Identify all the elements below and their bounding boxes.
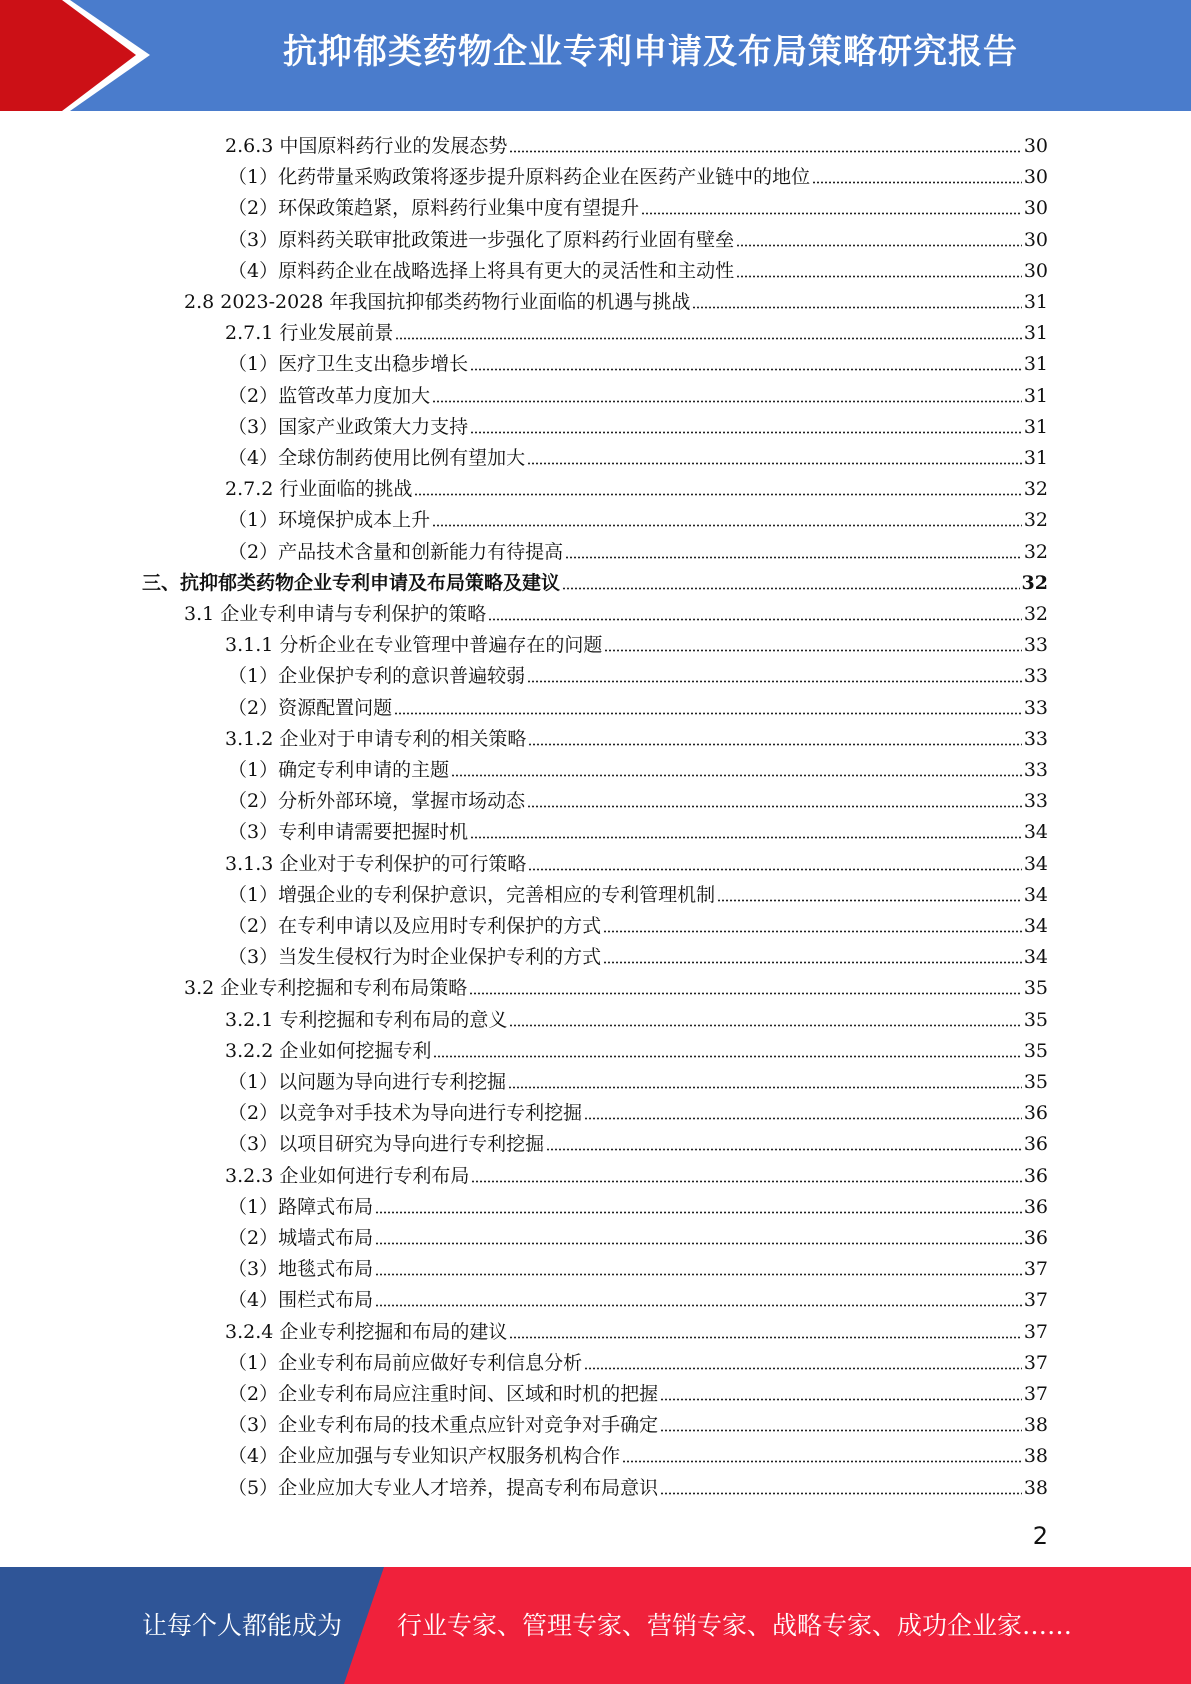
toc-entry-title: （3）当发生侵权行为时企业保护专利的方式 bbox=[228, 946, 602, 969]
toc-leader-dots bbox=[394, 712, 1022, 715]
toc-entry[interactable] bbox=[225, 845, 1048, 876]
toc-entry-page: 37 bbox=[1023, 1320, 1048, 1343]
toc-entry-page: 31 bbox=[1023, 291, 1048, 313]
toc-entry-page: 34 bbox=[1023, 821, 1048, 844]
toc-leader-dots bbox=[432, 400, 1022, 403]
toc-leader-dots bbox=[584, 1367, 1022, 1370]
toc-entry-page: 34 bbox=[1023, 883, 1048, 906]
toc-entry[interactable] bbox=[228, 408, 1048, 439]
toc-entry-title: （1）企业专利布局前应做好专利信息分析 bbox=[228, 1351, 583, 1374]
toc-entry-page: 30 bbox=[1023, 259, 1048, 282]
toc-entry[interactable] bbox=[228, 345, 1048, 376]
toc-leader-dots bbox=[812, 181, 1022, 184]
toc-entry-title: （2）以竞争对手技术为导向进行专利挖掘 bbox=[228, 1102, 583, 1125]
toc-entry[interactable] bbox=[225, 127, 1048, 158]
toc-entry-page: 31 bbox=[1023, 353, 1048, 376]
toc-leader-dots bbox=[469, 992, 1022, 995]
toc-leader-dots bbox=[527, 462, 1022, 465]
toc-entry-title: 3.2.1 专利挖掘和专利布局的意义 bbox=[225, 1008, 508, 1031]
toc-entry-title: （2）环保政策趋紧，原料药行业集中度有望提升 bbox=[228, 197, 640, 220]
toc-leader-dots bbox=[660, 1398, 1022, 1401]
toc-entry-title: （4）全球仿制药使用比例有望加大 bbox=[228, 447, 526, 469]
toc-entry-page: 35 bbox=[1023, 1071, 1048, 1093]
toc-entry[interactable] bbox=[228, 751, 1048, 782]
toc-entry[interactable] bbox=[142, 564, 1048, 595]
toc-entry-title: （2）分析外部环境，掌握市场动态 bbox=[228, 790, 526, 813]
toc-entry-page: 32 bbox=[1023, 478, 1048, 501]
toc-entry-page: 32 bbox=[1021, 571, 1048, 594]
toc-entry-title: 三、抗抑郁类药物企业专利申请及布局策略及建议 bbox=[142, 571, 561, 594]
toc-entry-title: （2）资源配置问题 bbox=[228, 696, 393, 719]
toc-entry[interactable] bbox=[228, 189, 1048, 220]
toc-entry[interactable] bbox=[225, 1001, 1048, 1032]
toc-entry-title: 3.2.2 企业如何挖掘专利 bbox=[225, 1039, 432, 1062]
toc-leader-dots bbox=[470, 368, 1022, 371]
toc-entry[interactable] bbox=[228, 1125, 1048, 1156]
toc-leader-dots bbox=[470, 836, 1022, 839]
toc-entry-page: 38 bbox=[1023, 1414, 1048, 1437]
toc-leader-dots bbox=[692, 306, 1021, 309]
toc-leader-dots bbox=[432, 524, 1022, 527]
toc-entry[interactable] bbox=[225, 1313, 1048, 1344]
toc-entry[interactable] bbox=[225, 470, 1048, 501]
toc-entry[interactable] bbox=[228, 252, 1048, 283]
toc-leader-dots bbox=[375, 1211, 1022, 1214]
toc-entry[interactable] bbox=[228, 1094, 1048, 1125]
toc-entry-page: 33 bbox=[1023, 696, 1048, 719]
toc-entry[interactable] bbox=[228, 501, 1048, 532]
toc-entry-title: （1）企业保护专利的意识普遍较弱 bbox=[228, 665, 526, 688]
toc-entry-page: 33 bbox=[1023, 634, 1048, 657]
page-footer bbox=[0, 1567, 1191, 1684]
toc-leader-dots bbox=[395, 337, 1021, 340]
toc-entry-page: 34 bbox=[1023, 852, 1048, 875]
toc-entry-title: （1）增强企业的专利保护意识，完善相应的专利管理机制 bbox=[228, 883, 716, 906]
toc-entry-title: （1）路障式布局 bbox=[228, 1195, 374, 1218]
toc-entry-title: （3）专利申请需要把握时机 bbox=[228, 821, 469, 844]
toc-entry-page: 36 bbox=[1023, 1164, 1048, 1187]
toc-entry-page: 31 bbox=[1023, 415, 1048, 438]
toc-entry[interactable] bbox=[228, 1344, 1048, 1375]
toc-entry-title: （1）医疗卫生支出稳步增长 bbox=[228, 353, 469, 376]
toc-entry-page: 35 bbox=[1023, 1039, 1048, 1062]
toc-entry-page: 32 bbox=[1023, 509, 1048, 532]
toc-leader-dots bbox=[584, 1117, 1022, 1120]
toc-leader-dots bbox=[660, 1429, 1022, 1432]
toc-entry-title: （2）产品技术含量和创新能力有待提高 bbox=[228, 540, 564, 563]
toc-entry-page: 33 bbox=[1023, 790, 1048, 813]
toc-entry-title: 3.1 企业专利申请与专利保护的策略 bbox=[184, 603, 487, 625]
footer-slogan-left: 让每个人都能成为 bbox=[142, 1611, 343, 1640]
toc-leader-dots bbox=[488, 618, 1022, 621]
toc-entry[interactable] bbox=[228, 1250, 1048, 1281]
toc-entry[interactable] bbox=[228, 689, 1048, 720]
toc-entry[interactable] bbox=[228, 657, 1048, 688]
toc-entry-page: 36 bbox=[1023, 1133, 1048, 1156]
toc-leader-dots bbox=[528, 743, 1021, 746]
toc-entry-title: （1）以问题为导向进行专利挖掘 bbox=[228, 1071, 507, 1093]
toc-entry[interactable] bbox=[228, 1375, 1048, 1406]
toc-entry[interactable] bbox=[225, 1032, 1048, 1063]
toc-entry-title: 3.2.3 企业如何进行专利布局 bbox=[225, 1164, 470, 1187]
toc-entry-page: 34 bbox=[1023, 946, 1048, 969]
toc-entry-page: 33 bbox=[1023, 727, 1048, 750]
toc-entry-page: 36 bbox=[1023, 1227, 1048, 1249]
toc-entry-page: 31 bbox=[1023, 447, 1048, 469]
toc-entry-title: （2）城墙式布局 bbox=[228, 1227, 374, 1249]
toc-entry-page: 32 bbox=[1023, 603, 1048, 625]
toc-entry[interactable] bbox=[225, 626, 1048, 657]
toc-entry-page: 30 bbox=[1023, 166, 1048, 189]
page-number: 2 bbox=[1032, 1522, 1048, 1550]
header-arrow-decoration bbox=[0, 0, 150, 111]
toc-entry-page: 37 bbox=[1023, 1289, 1048, 1312]
toc-entry-title: 3.2.4 企业专利挖掘和布局的建议 bbox=[225, 1320, 508, 1343]
toc-entry-page: 33 bbox=[1023, 759, 1048, 781]
toc-leader-dots bbox=[603, 930, 1022, 933]
toc-entry-title: （1）确定专利申请的主题 bbox=[228, 759, 450, 781]
toc-entry[interactable] bbox=[184, 283, 1048, 314]
toc-entry-page: 38 bbox=[1023, 1476, 1048, 1499]
toc-entry-title: （3）原料药关联审批政策进一步强化了原料药行业固有壁垒 bbox=[228, 228, 735, 251]
toc-leader-dots bbox=[565, 556, 1022, 559]
toc-entry-title: 2.7.2 行业面临的挑战 bbox=[225, 478, 413, 501]
toc-entry-page: 33 bbox=[1023, 665, 1048, 688]
toc-leader-dots bbox=[736, 275, 1022, 278]
toc-entry-title: 2.7.1 行业发展前景 bbox=[225, 322, 394, 345]
toc-entry-title: 3.1.2 企业对于申请专利的相关策略 bbox=[225, 727, 527, 750]
toc-entry-title: （2）在专利申请以及应用时专利保护的方式 bbox=[228, 915, 602, 937]
toc-leader-dots bbox=[604, 649, 1021, 652]
toc-entry[interactable] bbox=[225, 1157, 1048, 1188]
toc-entry-page: 37 bbox=[1023, 1383, 1048, 1405]
toc-entry-title: 3.2 企业专利挖掘和专利布局策略 bbox=[184, 977, 468, 1000]
toc-entry-title: （2）监管改革力度加大 bbox=[228, 384, 431, 407]
toc-entry-title: （1）环境保护成本上升 bbox=[228, 509, 431, 532]
toc-entry-title: （3）企业专利布局的技术重点应针对竞争对手确定 bbox=[228, 1414, 659, 1437]
toc-leader-dots bbox=[527, 680, 1022, 683]
toc-entry[interactable] bbox=[184, 969, 1048, 1000]
toc-leader-dots bbox=[375, 1242, 1022, 1245]
toc-entry-title: 3.1.1 分析企业在专业管理中普遍存在的问题 bbox=[225, 634, 603, 657]
toc-entry[interactable] bbox=[228, 533, 1048, 564]
toc-entry-title: （4）原料药企业在战略选择上将具有更大的灵活性和主动性 bbox=[228, 259, 735, 282]
toc-entry-page: 30 bbox=[1023, 197, 1048, 220]
toc-leader-dots bbox=[717, 899, 1022, 902]
toc-entry-page: 38 bbox=[1023, 1445, 1048, 1468]
toc-leader-dots bbox=[546, 1148, 1022, 1151]
toc-entry[interactable] bbox=[228, 1188, 1048, 1219]
toc-entry-title: （1）化药带量采购政策将逐步提升原料药企业在医药产业链中的地位 bbox=[228, 166, 811, 189]
toc-entry[interactable] bbox=[228, 938, 1048, 969]
toc-leader-dots bbox=[641, 212, 1022, 215]
toc-entry-title: 2.8 2023-2028 年我国抗抑郁类药物行业面临的机遇与挑战 bbox=[184, 291, 691, 313]
toc-leader-dots bbox=[508, 1086, 1022, 1089]
toc-leader-dots bbox=[414, 493, 1021, 496]
toc-entry-title: （3）以项目研究为导向进行专利挖掘 bbox=[228, 1133, 545, 1156]
toc-leader-dots bbox=[509, 1024, 1021, 1027]
toc-entry[interactable] bbox=[228, 439, 1048, 470]
toc-entry[interactable] bbox=[228, 1469, 1048, 1500]
toc-entry[interactable] bbox=[184, 595, 1048, 626]
toc-leader-dots bbox=[528, 868, 1021, 871]
toc-leader-dots bbox=[736, 244, 1022, 247]
toc-entry-page: 37 bbox=[1023, 1351, 1048, 1374]
toc-entry-title: （4）企业应加强与专业知识产权服务机构合作 bbox=[228, 1445, 621, 1468]
toc-entry-page: 35 bbox=[1023, 977, 1048, 1000]
toc-leader-dots bbox=[562, 587, 1020, 590]
toc-entry-page: 31 bbox=[1023, 322, 1048, 345]
toc-entry-title: （4）围栏式布局 bbox=[228, 1289, 374, 1312]
toc-entry-page: 31 bbox=[1023, 384, 1048, 407]
toc-entry[interactable] bbox=[228, 1063, 1048, 1094]
toc-entry[interactable] bbox=[228, 1437, 1048, 1468]
toc-entry[interactable] bbox=[228, 813, 1048, 844]
toc-entry[interactable] bbox=[228, 1406, 1048, 1437]
toc-leader-dots bbox=[471, 1180, 1021, 1183]
toc-entry[interactable] bbox=[228, 221, 1048, 252]
toc-entry-page: 30 bbox=[1023, 135, 1048, 157]
toc-entry-title: （3）地毯式布局 bbox=[228, 1258, 374, 1281]
toc-entry-page: 35 bbox=[1023, 1008, 1048, 1031]
toc-entry[interactable] bbox=[228, 876, 1048, 907]
toc-leader-dots bbox=[622, 1460, 1022, 1463]
page-header bbox=[0, 0, 1191, 111]
toc-entry[interactable] bbox=[228, 158, 1048, 189]
toc-leader-dots bbox=[660, 1492, 1022, 1495]
toc-entry[interactable] bbox=[228, 1219, 1048, 1250]
toc-entry-title: （2）企业专利布局应注重时间、区域和时机的把握 bbox=[228, 1383, 659, 1405]
toc-entry-page: 30 bbox=[1023, 228, 1048, 251]
toc-leader-dots bbox=[451, 774, 1022, 777]
toc-entry[interactable] bbox=[228, 907, 1048, 938]
toc-entry[interactable] bbox=[228, 782, 1048, 813]
toc-entry-page: 34 bbox=[1023, 915, 1048, 937]
toc-entry-page: 36 bbox=[1023, 1195, 1048, 1218]
toc-entry-page: 37 bbox=[1023, 1258, 1048, 1281]
toc-leader-dots bbox=[509, 1336, 1021, 1339]
toc-entry-title: （5）企业应加大专业人才培养，提高专利布局意识 bbox=[228, 1476, 659, 1499]
toc-entry-title: 3.1.3 企业对于专利保护的可行策略 bbox=[225, 852, 527, 875]
toc-leader-dots bbox=[375, 1273, 1022, 1276]
toc-entry-title: （3）国家产业政策大力支持 bbox=[228, 415, 469, 438]
toc-leader-dots bbox=[603, 961, 1022, 964]
toc-leader-dots bbox=[470, 431, 1022, 434]
toc-leader-dots bbox=[509, 150, 1021, 153]
toc-leader-dots bbox=[433, 1055, 1021, 1058]
toc-entry[interactable] bbox=[228, 1281, 1048, 1312]
toc-leader-dots bbox=[527, 805, 1022, 808]
toc-entry[interactable] bbox=[228, 377, 1048, 408]
toc-entry-page: 32 bbox=[1023, 540, 1048, 563]
report-title: 抗抑郁类药物企业专利申请及布局策略研究报告 bbox=[283, 32, 1018, 72]
toc-leader-dots bbox=[375, 1304, 1022, 1307]
toc-entry[interactable] bbox=[225, 720, 1048, 751]
toc-entry-title: 2.6.3 中国原料药行业的发展态势 bbox=[225, 135, 508, 157]
toc-entry[interactable] bbox=[225, 314, 1048, 345]
footer-slogan-right: 行业专家、管理专家、营销专家、战略专家、成功企业家…… bbox=[397, 1611, 1073, 1640]
toc-entry-page: 36 bbox=[1023, 1102, 1048, 1125]
